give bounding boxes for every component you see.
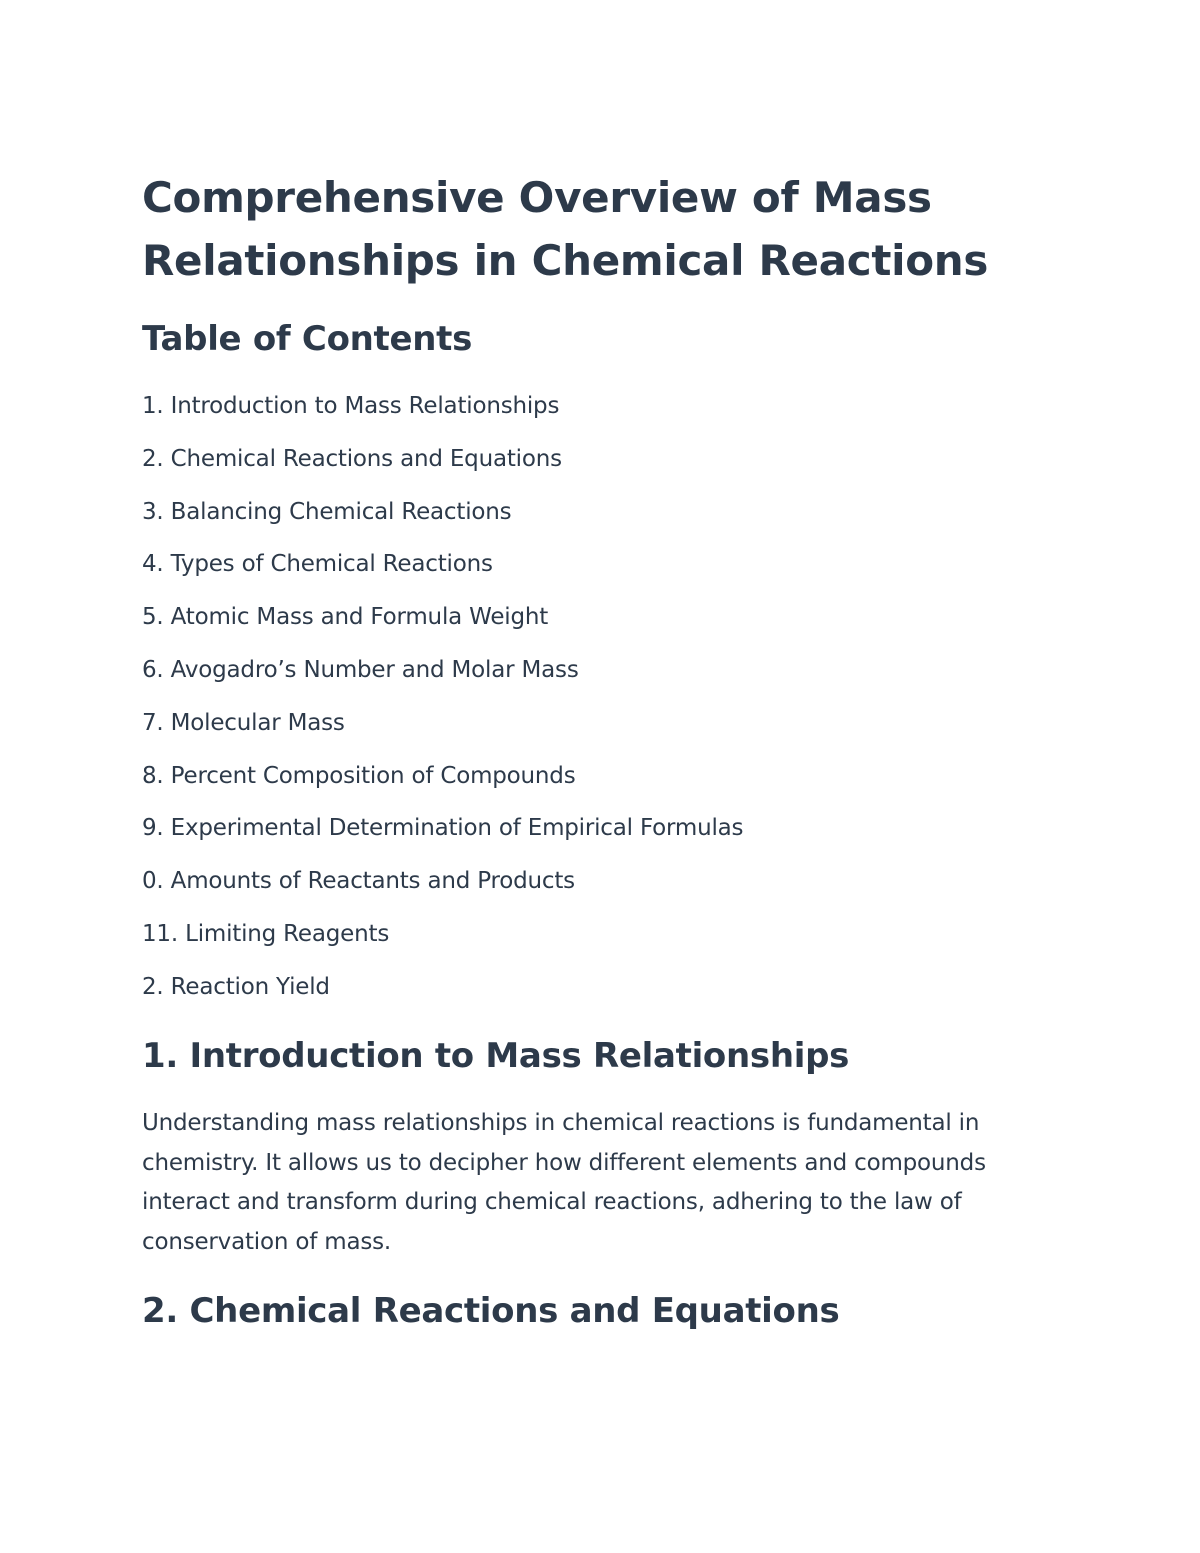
document-title: Comprehensive Overview of Mass Relationships in Chemical Reactions: [142, 173, 989, 285]
toc-item: 2. Reaction Yield: [142, 973, 330, 1000]
toc-item: 9. Experimental Determination of Empirical Formulas: [142, 815, 744, 842]
section-heading-introduction: 1. Introduction to Mass Relationships: [142, 1036, 850, 1076]
toc-item: 7. Molecular Mass: [142, 709, 345, 736]
toc-item: 2. Chemical Reactions and Equations: [142, 445, 562, 472]
toc-item: 0. Amounts of Reactants and Products: [142, 868, 575, 895]
toc-item: 1. Introduction to Mass Relationships: [142, 393, 560, 419]
toc-item: 5. Atomic Mass and Formula Weight: [142, 604, 549, 631]
toc-heading: Table of Contents: [142, 319, 473, 359]
toc-item: 8. Percent Composition of Compounds: [142, 762, 576, 789]
toc-item: 6. Avogadro’s Number and Molar Mass: [142, 656, 579, 683]
section-paragraph-introduction: Understanding mass relationships in chemical reactions is fundamental in chemistry. It allows us to decipher how different elements and compounds interact and transform during chemical reactions, adhering to the law of conservation of mass.: [142, 1110, 986, 1255]
section-heading-chemical-reactions: 2. Chemical Reactions and Equations: [142, 1291, 840, 1331]
toc-item: 11. Limiting Reagents: [142, 920, 390, 947]
toc-item: 4. Types of Chemical Reactions: [142, 551, 493, 578]
table-of-contents: [142, 386, 743, 1020]
toc-item: 3. Balancing Chemical Reactions: [142, 498, 512, 525]
